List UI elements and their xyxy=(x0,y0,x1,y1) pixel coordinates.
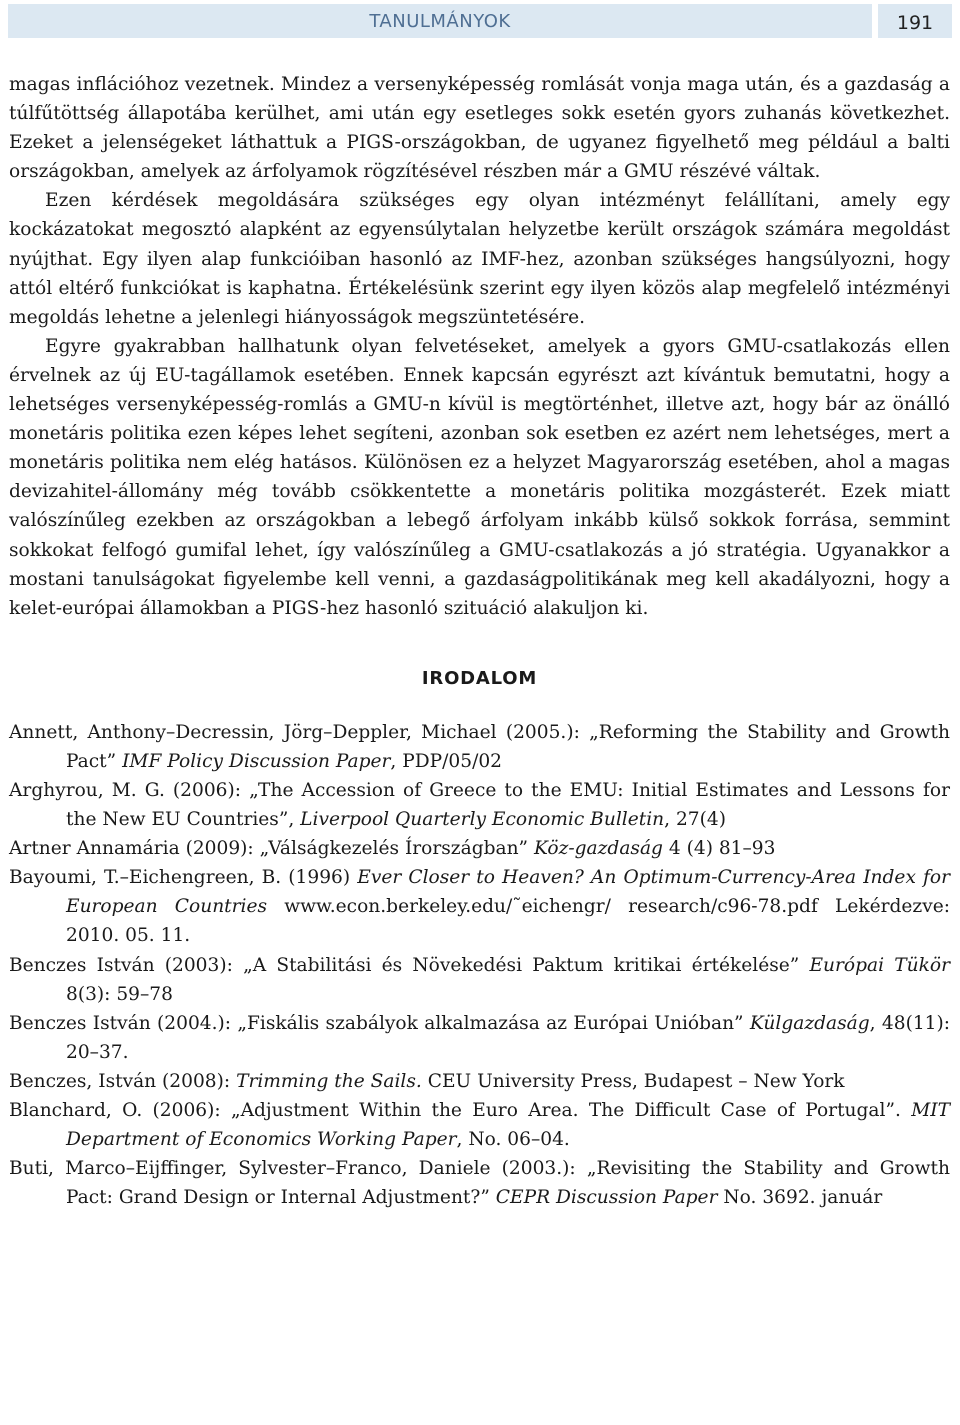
reference-item: Benczes István (2004.): „Fiskális szabályok alkalmazása az Európai Unióban” Külgazdaság, 48(11): 20–37. xyxy=(9,1012,950,1063)
reference-item: Benczes István (2003): „A Stabilitási és Növekedési Paktum kritikai értékelése” Európai Tükör 8(3): 59–78 xyxy=(9,954,950,1005)
reference-item: Bayoumi, T.–Eichengreen, B. (1996) Ever Closer to Heaven? An Optimum-Currency-Area Index for European Countries www.econ.berkeley.edu/˜eichengr/ research/c96-78.pdf Lekérdezve: 2010. 05. 11. xyxy=(9,867,951,947)
article-body xyxy=(9,70,950,1212)
reference-item: Annett, Anthony–Decressin, Jörg–Deppler, Michael (2005.): „Reforming the Stability and Growth Pact” IMF Policy Discussion Paper, PDP/05/02 xyxy=(9,721,950,772)
reference-list xyxy=(9,718,950,1213)
page-number-box xyxy=(878,4,952,38)
reference-item: Arghyrou, M. G. (2006): „The Accession of Greece to the EMU: Initial Estimates and Lessons for the New EU Countries”, Liverpool Quarterly Economic Bulletin, 27(4) xyxy=(9,779,950,831)
reference-item: Artner Annamária (2009): „Válságkezelés Írországban” Köz-gazdaság 4 (4) 81–93 xyxy=(9,838,776,860)
page-number: 191 xyxy=(896,12,934,34)
paragraph-3: Egyre gyakrabban hallhatunk olyan felvetéseket, amelyek a gyors GMU-csatlakozás ellen érvelnek az új EU-tagállamok esetében. Ennek kapcsán egyrészt azt kívántuk bemutatni, hogy a lehetséges versenyképesség-romlás a GMU-n kívül is megtörténhet, illetve azt, hogy bár az önálló monetáris politika ezen képes lehet segíteni, azonban sok esetben ez azért nem lehetséges, mert a monetáris politika nem elég hatásos. Különösen ez a helyzet Magyarország esetében, ahol a magas devizahitel-állomány még tovább csökkentette a monetáris politika mozgásterét. Ezek miatt valószínűleg ezekben az országokban a lebegő árfolyam inkább külső sokkok forrása, semmint sokkokat felfogó gumifal lehet, így valószínűleg a GMU-csatlakozás a jó stratégia. Ugyanakkor a mostani tanulságokat figyelembe kell venni, a gazdaságpolitikának meg kell akadályozni, hogy a kelet-európai államokban a PIGS-hez hasonló szituáció alakuljon ki. xyxy=(9,335,950,619)
references-heading: IRODALOM xyxy=(421,667,538,689)
running-header xyxy=(8,4,872,38)
paragraph-2: Ezen kérdések megoldására szükséges egy olyan intézményt felállítani, amely egy kockázatokat megosztó alapként az egyensúlytalan helyzetbe került országok számára megoldást nyújthat. Egy ilyen alap funkcióiban hasonló az IMF-hez, azonban szükséges hangsúlyozni, hogy attól eltérő funkciókat is kaphatna. Értékelésünk szerint egy ilyen közös alap megfelelő intézményi megoldás lehetne a jelenlegi hiányosságok megszüntetésére. xyxy=(9,190,950,328)
paragraph-1: magas inflációhoz vezetnek. Mindez a versenyképesség romlását vonja maga után, és a gazdaság a túlfűtöttség állapotába kerülhet, ami után egy esetleges sokk esetén gyors zuhanás következhet. Ezeket a jelenségeket láthattuk a PIGS-országokban, de ugyanez figyelhető meg például a balti országokban, amelyek az árfolyamok rögzítésével részben már a GMU részévé váltak. xyxy=(9,74,950,183)
reference-item: Blanchard, O. (2006): „Adjustment Within the Euro Area. The Difficult Case of Portugal”. MIT Department of Economics Working Paper, No. 06–04. xyxy=(9,1100,950,1151)
section-label: TANULMÁNYOK xyxy=(369,11,511,32)
reference-item: Buti, Marco–Eijffinger, Sylvester–Franco, Daniele (2003.): „Revisiting the Stability and Growth Pact: Grand Design or Internal Adjustment?” CEPR Discussion Paper No. 3692. január xyxy=(9,1158,950,1209)
reference-item: Benczes, István (2008): Trimming the Sails. CEU University Press, Budapest – New York xyxy=(9,1070,845,1092)
